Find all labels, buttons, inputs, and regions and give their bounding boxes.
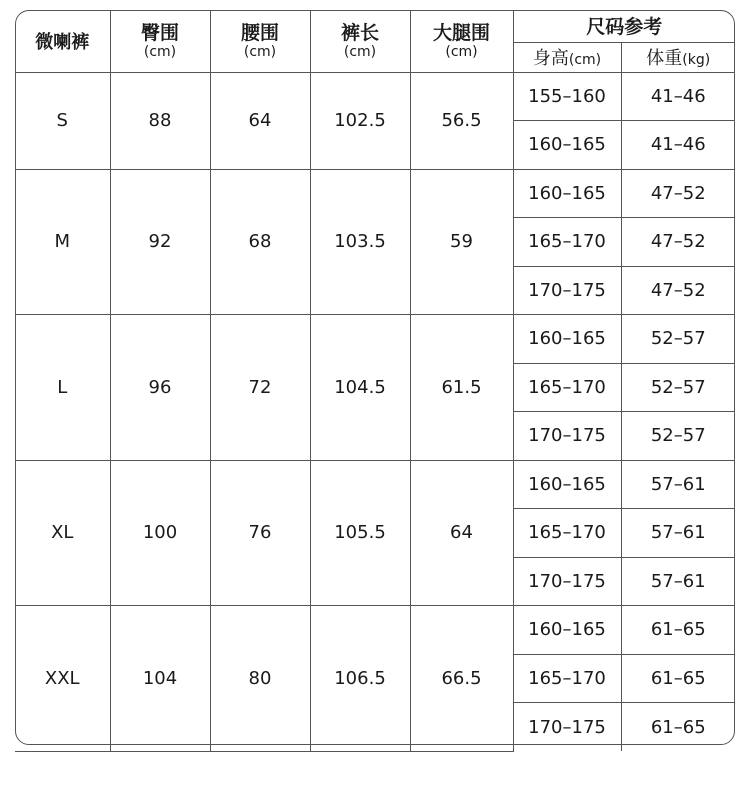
size-cell: M — [15, 169, 110, 315]
weight-range-cell: 47–52 — [621, 218, 735, 267]
thigh-cell: 56.5 — [410, 72, 513, 169]
table-row — [15, 315, 735, 364]
size-cell: XL — [15, 460, 110, 606]
weight-range-cell: 47–52 — [621, 169, 735, 218]
thigh-label: 大腿围 — [432, 21, 490, 44]
header-weight — [621, 42, 735, 72]
thigh-cell: 59 — [410, 169, 513, 315]
weight-range-cell: 61–65 — [621, 654, 735, 703]
height-range-cell: 170–175 — [513, 703, 621, 752]
length-cell: 106.5 — [310, 606, 410, 752]
weight-range-cell: 52–57 — [621, 412, 735, 461]
waist-cell: 68 — [210, 169, 310, 315]
header-size-reference — [513, 10, 735, 42]
table-row — [15, 606, 735, 655]
height-range-cell: 160–165 — [513, 121, 621, 170]
weight-range-cell: 41–46 — [621, 72, 735, 121]
height-label: 身高 — [532, 48, 569, 69]
size-cell: XXL — [15, 606, 110, 752]
hip-cell: 104 — [110, 606, 210, 752]
height-range-cell: 165–170 — [513, 509, 621, 558]
length-cell: 102.5 — [310, 72, 410, 169]
hip-cell: 88 — [110, 72, 210, 169]
length-cell: 104.5 — [310, 315, 410, 461]
header-product — [15, 10, 110, 72]
hip-cell: 100 — [110, 460, 210, 606]
height-range-cell: 170–175 — [513, 412, 621, 461]
weight-range-cell: 61–65 — [621, 703, 735, 752]
height-range-cell: 160–165 — [513, 169, 621, 218]
hip-label: 臀围 — [140, 21, 179, 44]
weight-range-cell: 41–46 — [621, 121, 735, 170]
size-cell: L — [15, 315, 110, 461]
height-range-cell: 160–165 — [513, 315, 621, 364]
height-range-cell: 165–170 — [513, 363, 621, 412]
waist-cell: 64 — [210, 72, 310, 169]
height-range-cell: 170–175 — [513, 266, 621, 315]
length-cell: 103.5 — [310, 169, 410, 315]
weight-range-cell: 57–61 — [621, 509, 735, 558]
weight-range-cell: 47–52 — [621, 266, 735, 315]
height-range-cell: 155–160 — [513, 72, 621, 121]
header-height — [513, 42, 621, 72]
header-thigh — [410, 10, 513, 72]
hip-cell: 92 — [110, 169, 210, 315]
header-length — [310, 10, 410, 72]
weight-unit: (kg) — [682, 52, 711, 68]
size-reference-label: 尺码参考 — [586, 16, 663, 39]
length-unit: (cm) — [343, 43, 377, 60]
hip-cell: 96 — [110, 315, 210, 461]
thigh-cell: 61.5 — [410, 315, 513, 461]
height-range-cell: 165–170 — [513, 218, 621, 267]
weight-label: 体重 — [646, 48, 683, 69]
waist-cell: 76 — [210, 460, 310, 606]
height-range-cell: 165–170 — [513, 654, 621, 703]
thigh-cell: 64 — [410, 460, 513, 606]
weight-range-cell: 61–65 — [621, 606, 735, 655]
length-cell: 105.5 — [310, 460, 410, 606]
waist-label: 腰围 — [240, 21, 279, 44]
waist-cell: 72 — [210, 315, 310, 461]
size-cell: S — [15, 72, 110, 169]
weight-range-cell: 52–57 — [621, 315, 735, 364]
table-row — [15, 460, 735, 509]
waist-cell: 80 — [210, 606, 310, 752]
hip-unit: (cm) — [143, 43, 177, 60]
weight-range-cell: 57–61 — [621, 557, 735, 606]
weight-range-cell: 57–61 — [621, 460, 735, 509]
table-row — [15, 169, 735, 218]
header-waist — [210, 10, 310, 72]
header-hip — [110, 10, 210, 72]
weight-range-cell: 52–57 — [621, 363, 735, 412]
table-row — [15, 72, 735, 121]
product-name: 微喇裤 — [35, 31, 90, 53]
size-chart-table — [15, 10, 735, 752]
length-label: 裤长 — [340, 21, 379, 44]
height-range-cell: 160–165 — [513, 460, 621, 509]
height-range-cell: 160–165 — [513, 606, 621, 655]
thigh-cell: 66.5 — [410, 606, 513, 752]
height-range-cell: 170–175 — [513, 557, 621, 606]
thigh-unit: (cm) — [445, 43, 478, 60]
height-unit: (cm) — [568, 52, 602, 68]
waist-unit: (cm) — [243, 43, 277, 60]
